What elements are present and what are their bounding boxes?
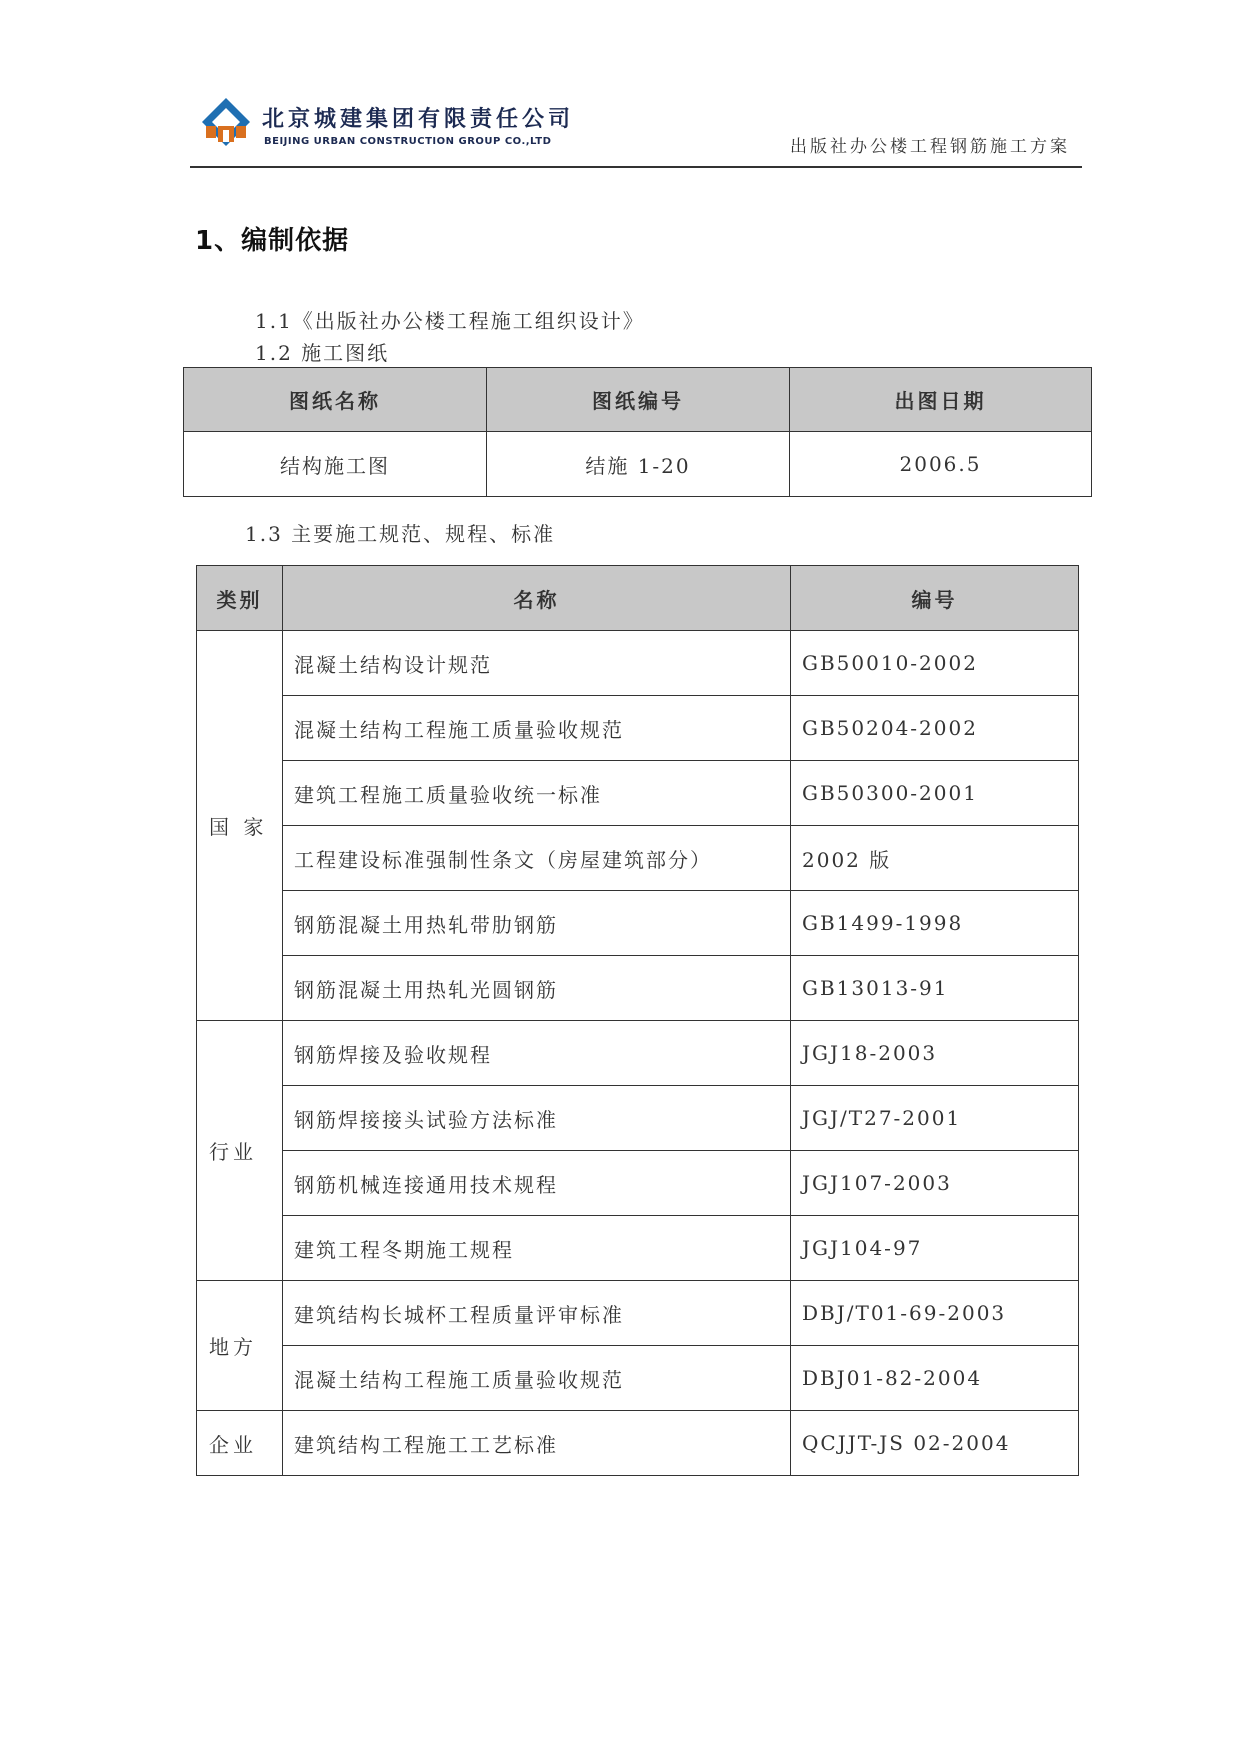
standard-name: 钢筋混凝土用热轧光圆钢筋 bbox=[283, 956, 791, 1021]
standard-name: 钢筋混凝土用热轧带肋钢筋 bbox=[283, 891, 791, 956]
category-cell: 国 家 bbox=[197, 631, 283, 1021]
standard-code: QCJJT-JS 02-2004 bbox=[791, 1411, 1079, 1476]
standard-name: 钢筋焊接接头试验方法标准 bbox=[283, 1086, 791, 1151]
company-name-cn: 北京城建集团有限责任公司 bbox=[262, 107, 575, 132]
standard-name: 建筑结构工程施工工艺标准 bbox=[283, 1411, 791, 1476]
item-1-1: 1.1《出版社办公楼工程施工组织设计》 bbox=[255, 309, 645, 333]
standard-name: 工程建设标准强制性条文（房屋建筑部分） bbox=[283, 826, 791, 891]
standards-table bbox=[196, 565, 1079, 1476]
table-row bbox=[197, 1216, 1079, 1281]
table-row bbox=[197, 1346, 1079, 1411]
standard-code: JGJ18-2003 bbox=[791, 1021, 1079, 1086]
standard-name: 钢筋机械连接通用技术规程 bbox=[283, 1151, 791, 1216]
table-header-row bbox=[184, 368, 1092, 432]
table-row bbox=[197, 1021, 1079, 1086]
table-row bbox=[197, 891, 1079, 956]
table-row bbox=[197, 826, 1079, 891]
standard-name: 钢筋焊接及验收规程 bbox=[283, 1021, 791, 1086]
table-row bbox=[184, 432, 1092, 497]
standard-code: GB50204-2002 bbox=[791, 696, 1079, 761]
item-1-2: 1.2 施工图纸 bbox=[255, 341, 390, 365]
standard-code: JGJ107-2003 bbox=[791, 1151, 1079, 1216]
standard-name: 建筑工程施工质量验收统一标准 bbox=[283, 761, 791, 826]
drawing-number: 结施 1-20 bbox=[487, 432, 790, 497]
item-1-3: 1.3 主要施工规范、规程、标准 bbox=[245, 522, 556, 546]
table-row bbox=[197, 1151, 1079, 1216]
standard-code: GB1499-1998 bbox=[791, 891, 1079, 956]
table-row bbox=[197, 761, 1079, 826]
category-cell: 企业 bbox=[197, 1411, 283, 1476]
standard-code: GB50300-2001 bbox=[791, 761, 1079, 826]
table-row bbox=[197, 1281, 1079, 1346]
standard-name: 混凝土结构工程施工质量验收规范 bbox=[283, 696, 791, 761]
table-row bbox=[197, 631, 1079, 696]
company-name-en: BEIJING URBAN CONSTRUCTION GROUP CO.,LTD bbox=[264, 136, 552, 147]
column-header: 图纸编号 bbox=[487, 368, 790, 432]
category-cell: 行业 bbox=[197, 1021, 283, 1281]
section-heading: 1、编制依据 bbox=[195, 226, 350, 256]
table-row bbox=[197, 696, 1079, 761]
header-divider bbox=[190, 166, 1082, 168]
column-header: 出图日期 bbox=[790, 368, 1092, 432]
document-title: 出版社办公楼工程钢筋施工方案 bbox=[790, 137, 1070, 157]
standard-code: JGJ/T27-2001 bbox=[791, 1086, 1079, 1151]
standard-name: 建筑工程冬期施工规程 bbox=[283, 1216, 791, 1281]
page-header bbox=[190, 90, 1080, 168]
standard-name: 混凝土结构设计规范 bbox=[283, 631, 791, 696]
table-row bbox=[197, 1411, 1079, 1476]
standard-code: GB13013-91 bbox=[791, 956, 1079, 1021]
column-header: 编号 bbox=[791, 566, 1079, 631]
column-header: 图纸名称 bbox=[184, 368, 487, 432]
drawing-name: 结构施工图 bbox=[184, 432, 487, 497]
standard-name: 建筑结构长城杯工程质量评审标准 bbox=[283, 1281, 791, 1346]
column-header: 类别 bbox=[197, 566, 283, 631]
table-row bbox=[197, 956, 1079, 1021]
table-header-row bbox=[197, 566, 1079, 631]
company-logo-icon bbox=[200, 96, 252, 148]
standard-code: DBJ/T01-69-2003 bbox=[791, 1281, 1079, 1346]
category-cell: 地方 bbox=[197, 1281, 283, 1411]
table-row bbox=[197, 1086, 1079, 1151]
standard-code: GB50010-2002 bbox=[791, 631, 1079, 696]
drawings-table bbox=[183, 367, 1092, 497]
drawing-date: 2006.5 bbox=[790, 432, 1092, 497]
standard-code: JGJ104-97 bbox=[791, 1216, 1079, 1281]
standard-code: DBJ01-82-2004 bbox=[791, 1346, 1079, 1411]
column-header: 名称 bbox=[283, 566, 791, 631]
standard-code: 2002 版 bbox=[791, 826, 1079, 891]
standard-name: 混凝土结构工程施工质量验收规范 bbox=[283, 1346, 791, 1411]
